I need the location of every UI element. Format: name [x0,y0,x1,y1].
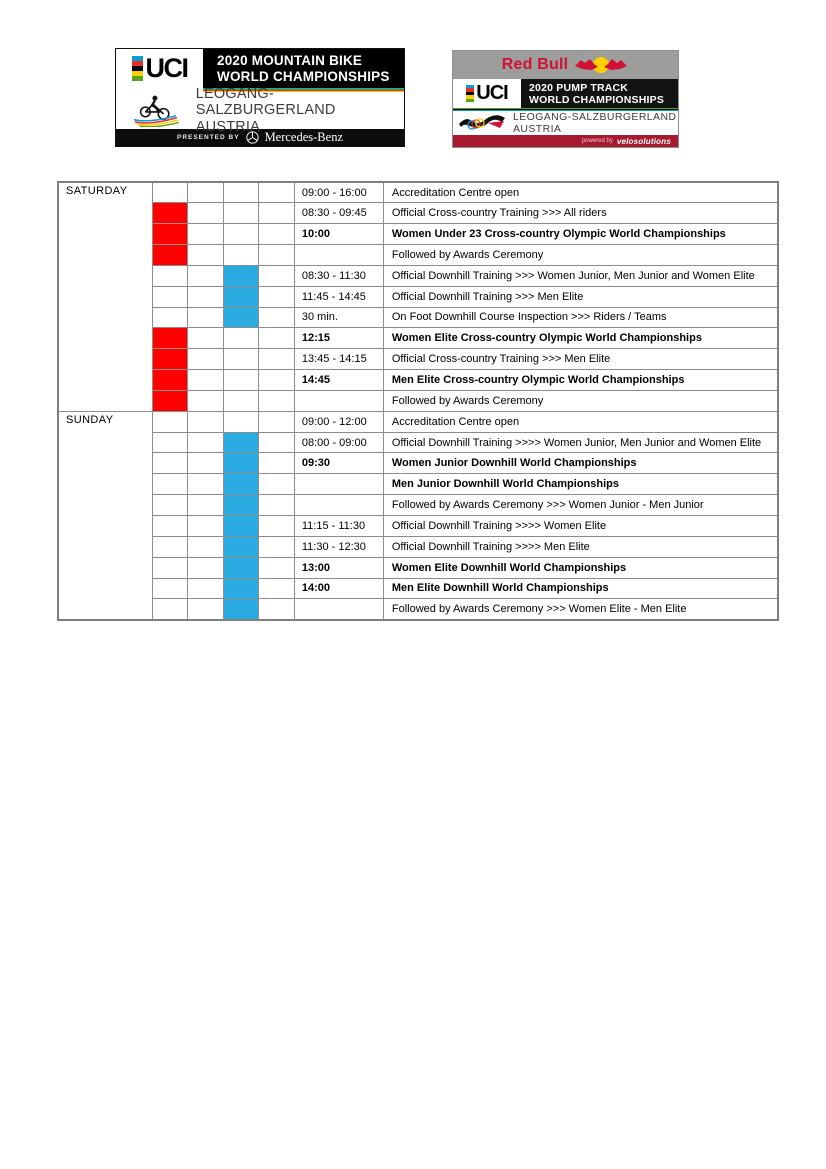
time-cell: 08:00 - 09:00 [294,432,383,453]
downhill-marker-cell [223,390,259,411]
schedule-table [57,181,779,621]
event-cell: Official Downhill Training >>>> Men Elite [383,536,778,557]
event-cell: Followed by Awards Ceremony [383,245,778,266]
cross-country-marker-cell [152,245,188,266]
uci-emblem [116,49,203,88]
marker-cell [259,328,295,349]
day-cell: SATURDAY [58,182,152,411]
pumptrack-uci-band [453,79,678,108]
uci-wordmark: UCI [145,53,188,83]
marker-cell [188,474,224,495]
downhill-marker-cell [223,307,259,328]
marker-cell [259,349,295,370]
marker-cell [259,265,295,286]
schedule-row [58,536,778,557]
marker-cell [188,328,224,349]
downhill-marker-cell [223,265,259,286]
downhill-marker-cell [223,286,259,307]
downhill-marker-cell [223,245,259,266]
downhill-marker-cell [223,536,259,557]
cross-country-marker-cell [152,203,188,224]
schedule-row [58,411,778,432]
time-cell: 10:00 [294,224,383,245]
event-cell: Official Downhill Training >>> Men Elite [383,286,778,307]
cross-country-marker-cell [152,328,188,349]
downhill-marker-cell [223,578,259,599]
downhill-marker-cell [223,203,259,224]
cross-country-marker-cell [152,390,188,411]
marker-cell [188,349,224,370]
pumptrack-location-line2: AUSTRIA [513,123,562,135]
uci-rainbow-stripes-icon [466,85,474,103]
pumptrack-title-line2: WORLD CHAMPIONSHIPS [529,94,665,106]
redbull-wordmark: Red Bull [501,56,569,73]
pumptrack-location-line1: LEOGANG-SALZBURGERLAND [513,111,677,123]
time-cell [294,245,383,266]
time-cell: 11:15 - 11:30 [294,516,383,537]
schedule-row [58,495,778,516]
uci-mtb-worlds-logo [115,48,405,147]
marker-cell [188,453,224,474]
mtb-worlds-title-line1: 2020 MOUNTAIN BIKE [217,53,363,68]
marker-cell [188,307,224,328]
event-cell: Men Junior Downhill World Championships [383,474,778,495]
cross-country-marker-cell [152,453,188,474]
downhill-marker-cell [223,495,259,516]
time-cell: 11:30 - 12:30 [294,536,383,557]
time-cell: 14:45 [294,370,383,391]
marker-cell [259,599,295,620]
time-cell [294,390,383,411]
marker-cell [188,265,224,286]
redbull-pumptrack-worlds-logo [452,50,679,148]
velosolutions-wordmark: velosolutions [616,136,671,146]
marker-cell [259,474,295,495]
cross-country-marker-cell [152,224,188,245]
event-cell: Followed by Awards Ceremony >>> Women Junior - Men Junior [383,495,778,516]
redbull-band [453,51,678,79]
time-cell: 12:15 [294,328,383,349]
marker-cell [188,370,224,391]
time-cell [294,495,383,516]
marker-cell [188,516,224,537]
marker-cell [259,453,295,474]
marker-cell [188,182,224,203]
downhill-marker-cell [223,370,259,391]
schedule-row [58,557,778,578]
cross-country-marker-cell [152,370,188,391]
uci-mtb-logo-location-band [116,85,404,135]
mtb-location-text [196,86,404,136]
time-cell: 08:30 - 09:45 [294,203,383,224]
schedule-row [58,349,778,370]
marker-cell [259,245,295,266]
marker-cell [259,390,295,411]
powered-by-label: powered by [581,138,613,144]
cross-country-marker-cell [152,182,188,203]
downhill-marker-cell [223,453,259,474]
marker-cell [259,495,295,516]
marker-cell [188,390,224,411]
presented-by-label: PRESENTED BY [176,134,240,141]
event-cell: Official Downhill Training >>>> Women Junior, Men Junior and Women Elite [383,432,778,453]
redbull-bulls-icon [573,55,629,75]
cross-country-marker-cell [152,578,188,599]
pumptrack-title-line1: 2020 PUMP TRACK [529,82,629,94]
marker-cell [188,578,224,599]
event-cell: Official Cross-country Training >>> All riders [383,203,778,224]
event-cell: Men Elite Downhill World Championships [383,578,778,599]
marker-cell [259,307,295,328]
marker-cell [259,578,295,599]
cross-country-marker-cell [152,432,188,453]
pumptrack-title [521,79,678,108]
marker-cell [188,557,224,578]
schedule-row [58,245,778,266]
mtb-worlds-title-line2: WORLD CHAMPIONSHIPS [217,68,390,84]
schedule-row [58,370,778,391]
schedule-row [58,203,778,224]
event-cell: Official Downhill Training >>>> Women Elite [383,516,778,537]
schedule-row [58,432,778,453]
time-cell: 14:00 [294,578,383,599]
powered-by-bar [453,135,678,147]
time-cell: 09:00 - 12:00 [294,411,383,432]
schedule-row [58,390,778,411]
event-cell: Followed by Awards Ceremony [383,390,778,411]
schedule-table-wrap [57,181,779,621]
marker-cell [188,536,224,557]
marker-cell [259,203,295,224]
marker-cell [188,495,224,516]
marker-cell [188,224,224,245]
schedule-row [58,599,778,620]
downhill-marker-cell [223,411,259,432]
downhill-marker-cell [223,474,259,495]
schedule-row [58,516,778,537]
cross-country-marker-cell [152,599,188,620]
downhill-marker-cell [223,349,259,370]
time-cell: 08:30 - 11:30 [294,265,383,286]
marker-cell [259,411,295,432]
schedule-row [58,307,778,328]
schedule-row [58,182,778,203]
time-cell: 13:45 - 14:15 [294,349,383,370]
cross-country-marker-cell [152,349,188,370]
mercedes-star-icon [246,131,259,144]
schedule-row [58,474,778,495]
uci-emblem-small [453,79,521,108]
mtb-location-line2: AUSTRIA [195,118,261,135]
marker-cell [188,599,224,620]
cross-country-marker-cell [152,516,188,537]
time-cell: 09:30 [294,453,383,474]
marker-cell [188,286,224,307]
schedule-row [58,286,778,307]
schedule-row [58,453,778,474]
marker-cell [259,432,295,453]
cross-country-marker-cell [152,286,188,307]
event-cell: Men Elite Cross-country Olympic World Championships [383,370,778,391]
event-cell: Women Elite Downhill World Championships [383,557,778,578]
marker-cell [259,224,295,245]
schedule-row [58,578,778,599]
mtb-worlds-title [203,49,390,88]
downhill-marker-cell [223,516,259,537]
mtb-location-line1: LEOGANG-SALZBURGERLAND [195,85,336,119]
downhill-marker-cell [223,432,259,453]
cross-country-marker-cell [152,307,188,328]
downhill-marker-cell [223,599,259,620]
uci-wordmark: UCI [476,82,508,104]
event-cell: Women Under 23 Cross-country Olympic World Championships [383,224,778,245]
marker-cell [259,286,295,307]
event-cell: Official Downhill Training >>> Women Junior, Men Junior and Women Elite [383,265,778,286]
time-cell [294,599,383,620]
time-cell: 09:00 - 16:00 [294,182,383,203]
uci-rainbow-stripes-icon [132,56,143,81]
mountain-biker-icon [132,94,180,127]
cross-country-marker-cell [152,474,188,495]
event-cell: Women Junior Downhill World Championships [383,453,778,474]
marker-cell [259,516,295,537]
pumptrack-location-text [513,111,676,135]
time-cell [294,474,383,495]
marker-cell [188,411,224,432]
marker-cell [259,536,295,557]
marker-cell [188,203,224,224]
time-cell: 11:45 - 14:45 [294,286,383,307]
schedule-row [58,265,778,286]
event-cell: Followed by Awards Ceremony >>> Women Elite - Men Elite [383,599,778,620]
uci-mtb-logo-top-band [116,49,404,88]
marker-cell [259,557,295,578]
schedule-row [58,328,778,349]
downhill-marker-cell [223,557,259,578]
event-cell: Accreditation Centre open [383,182,778,203]
downhill-marker-cell [223,182,259,203]
schedule-row [58,224,778,245]
cross-country-marker-cell [152,411,188,432]
cross-country-marker-cell [152,265,188,286]
event-cell: Accreditation Centre open [383,411,778,432]
downhill-marker-cell [223,224,259,245]
event-cell: Women Elite Cross-country Olympic World Championships [383,328,778,349]
day-cell: SUNDAY [58,411,152,619]
event-cell: Official Cross-country Training >>> Men Elite [383,349,778,370]
cross-country-marker-cell [152,536,188,557]
time-cell: 30 min. [294,307,383,328]
pumptrack-location-band [453,111,678,135]
marker-cell [188,432,224,453]
pumptrack-swoosh-icon [458,112,506,134]
marker-cell [259,182,295,203]
downhill-marker-cell [223,328,259,349]
cross-country-marker-cell [152,495,188,516]
event-cell: On Foot Downhill Course Inspection >>> Riders / Teams [383,307,778,328]
mercedes-benz-wordmark: Mercedes-Benz [264,130,343,144]
cross-country-marker-cell [152,557,188,578]
time-cell: 13:00 [294,557,383,578]
marker-cell [259,370,295,391]
marker-cell [188,245,224,266]
